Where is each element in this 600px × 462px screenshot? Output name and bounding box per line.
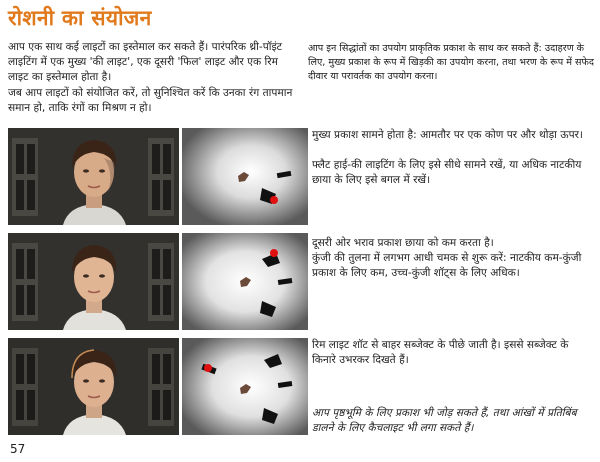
row3-text-1: रिम लाइट शॉट से बाहर सब्जेक्ट के पीछे जाती है। इससे सब्जेक्ट के किनारे उभरकर दिखते हैं। (312, 339, 569, 366)
portrait-photo-fill-light (8, 233, 179, 330)
light-diagram-fill-light (182, 233, 308, 330)
intro-paragraph-left-1: आप एक साथ कई लाइटों का इस्तेमाल कर सकते हैं। पारंपरिक थ्री-पॉइंट लाइटिंग में एक मुख्य 'की लाइट', एक दूसरी 'फिल' लाइट और एक रिम लाइट का इस्तेमाल होता है। (8, 41, 283, 83)
portrait-photo-key-light (8, 128, 179, 225)
page-title: रोशनी का संयोजन (8, 6, 152, 30)
row1-text-2: फ्लैट हाई-की लाइटिंग के लिए इसे सीधे सामने रखें, या अधिक नाटकीय छाया के लिए इसे बगल में रखें। (312, 159, 582, 186)
row3-text-2: आप पृष्ठभूमि के लिए प्रकाश भी जोड़ सकते हैं, तथा आंखों में प्रतिबिंब डालने के लिए कैचलाइट भी लगा सकते हैं। (312, 407, 577, 434)
intro-paragraph-left-2: जब आप लाइटों को संयोजित करें, तो सुनिश्चित करें कि उनका रंग तापमान समान हो, ताकि रंगों का मिश्रण न हो। (8, 87, 293, 114)
page-number: 57 (10, 442, 26, 456)
portrait-photo-rim-light (8, 338, 179, 435)
row1-text-1: मुख्य प्रकाश सामने होता है: आमतौर पर एक कोण पर और थोड़ा ऊपर। (312, 129, 583, 141)
row2-text-1: दूसरी ओर भराव प्रकाश छाया को कम करता है। (312, 237, 494, 249)
light-diagram-key-light (182, 128, 308, 225)
intro-paragraph-right: आप इन सिद्धांतों का उपयोग प्राकृतिक प्रकाश के साथ कर सकते हैं: उदाहरण के लिए, मुख्य प्रकाश के रूप में खिड़की का उपयोग करना, तथा भरण के रूप में सफेद दीवार या परावर्तक का उपयोग करना। (308, 43, 594, 82)
row2-text-2: कुंजी की तुलना में लगभग आधी चमक से शुरू करें: नाटकीय कम-कुंजी प्रकाश के लिए कम, उच्च-कुंजी शॉट्स के लिए अधिक। (312, 252, 582, 279)
light-diagram-rim-light (182, 338, 308, 435)
